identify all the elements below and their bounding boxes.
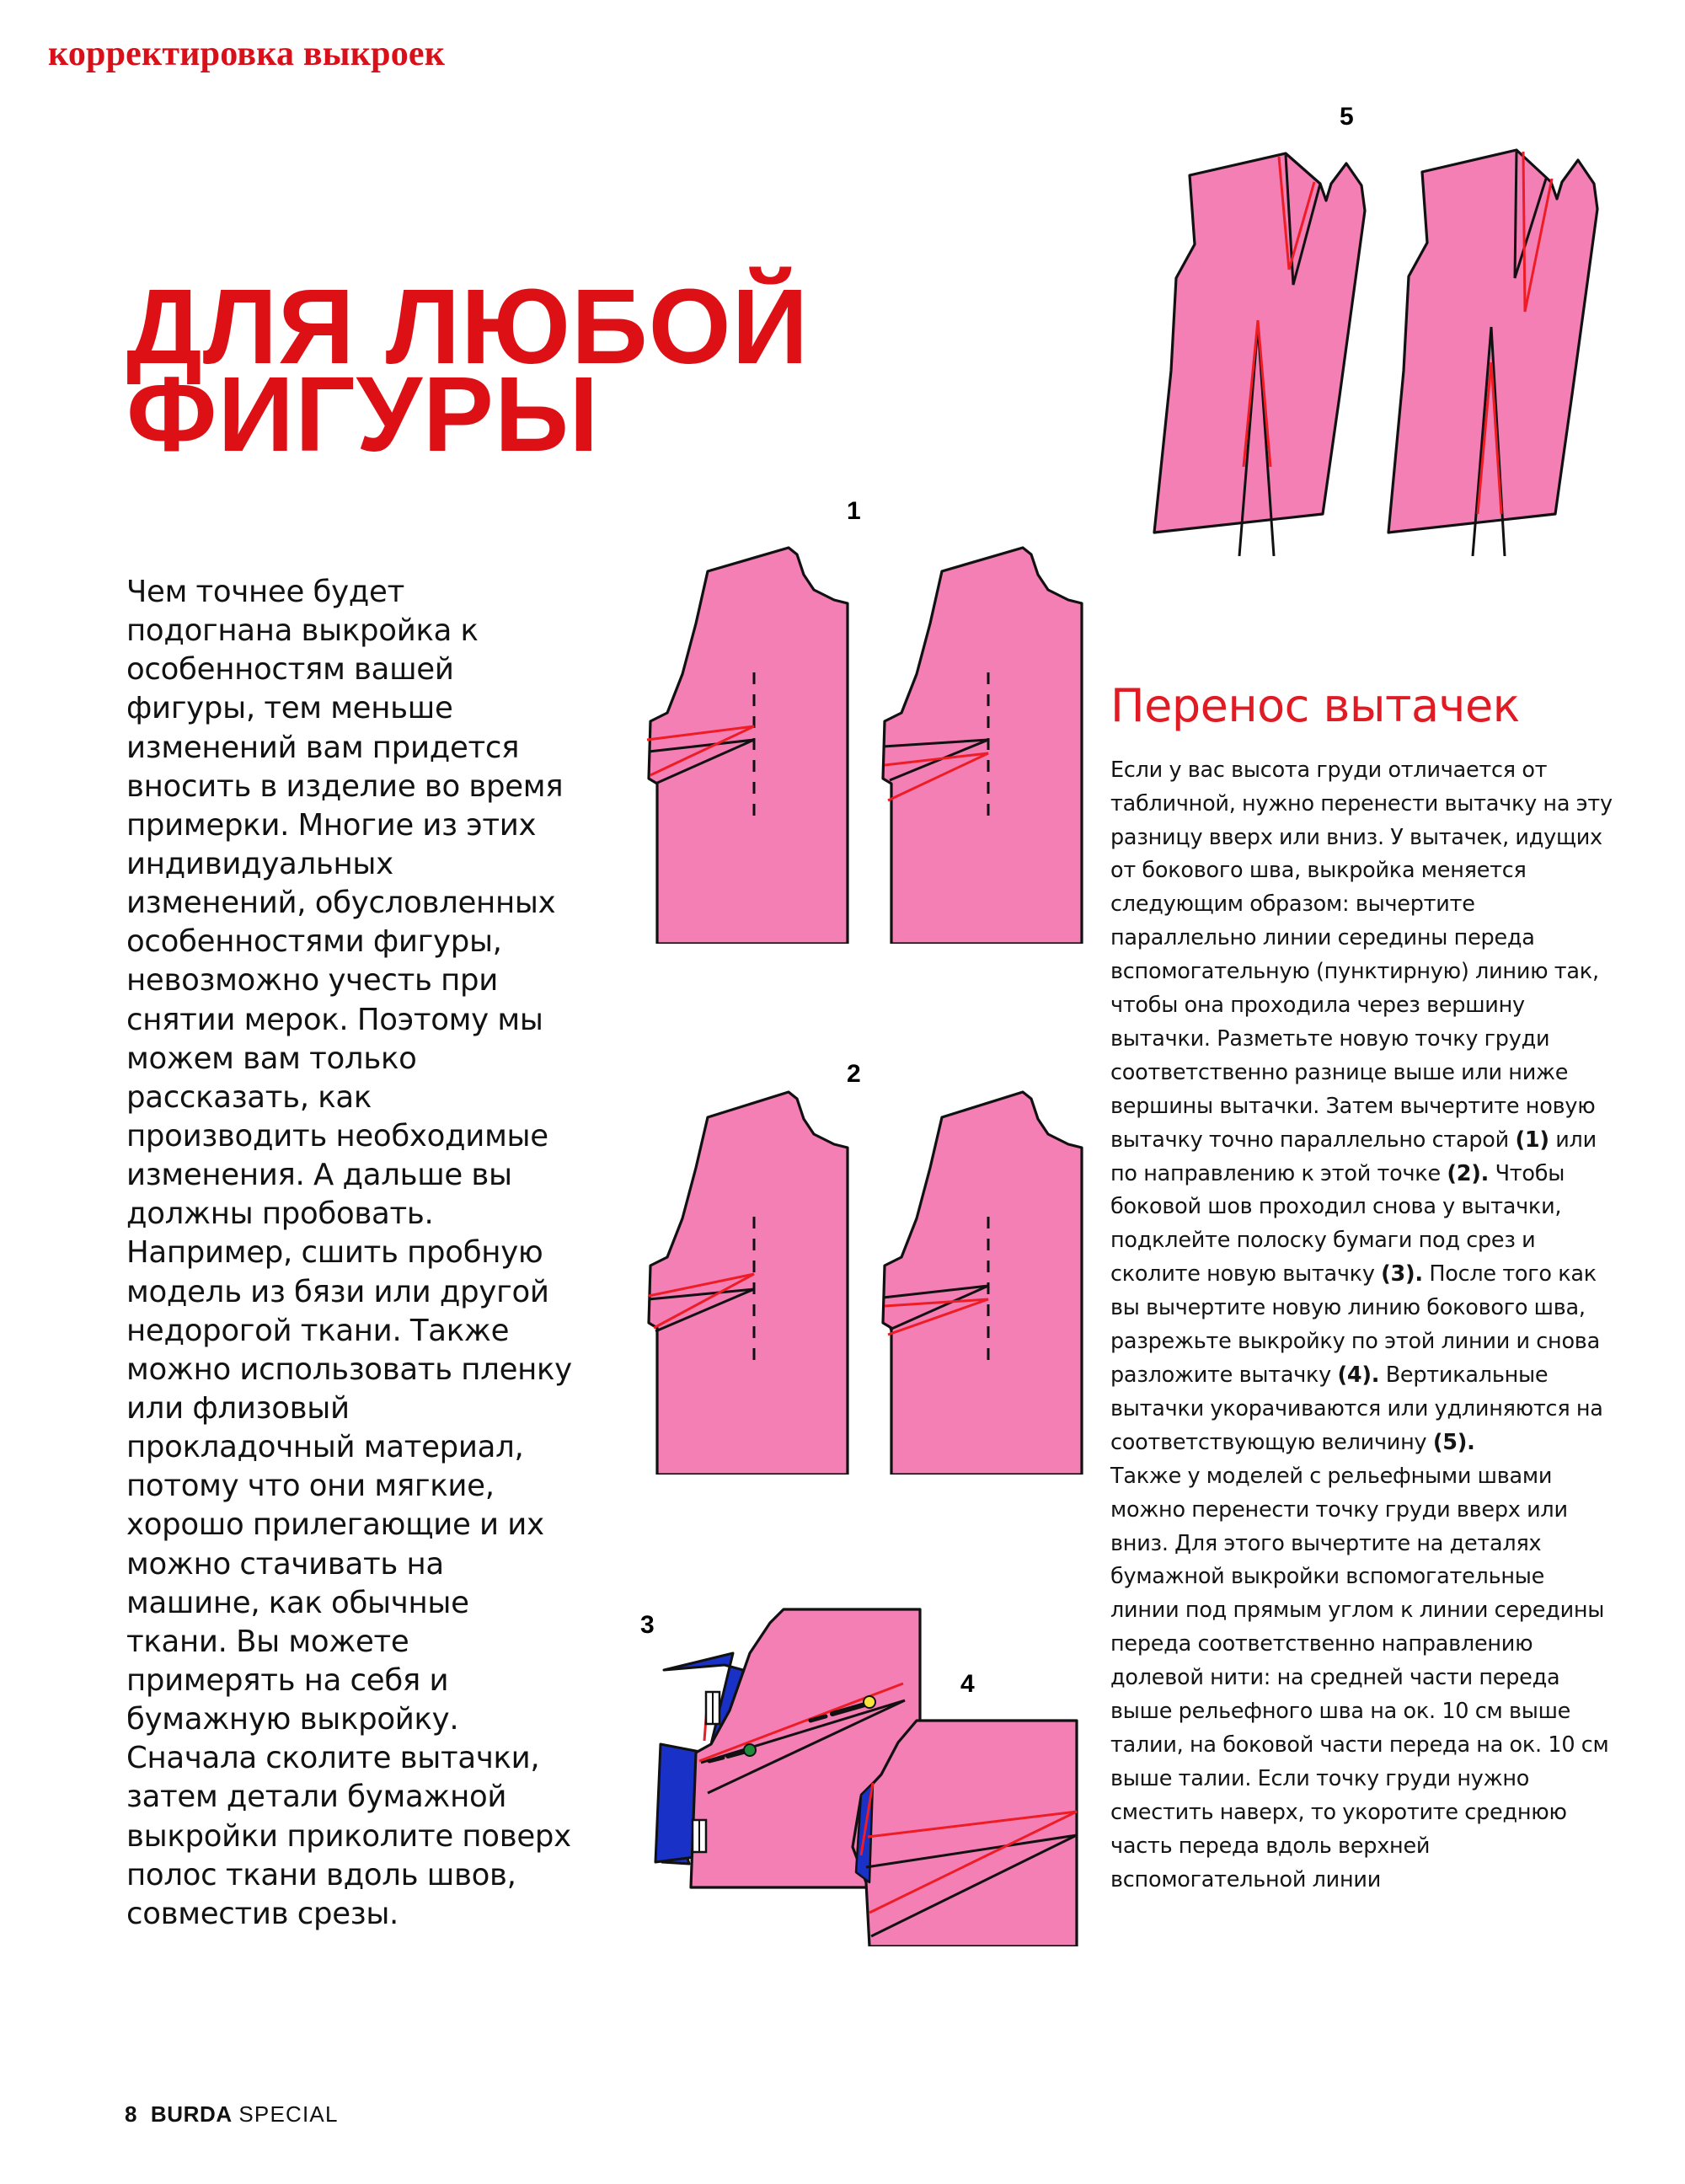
para1-segment-e: Вертикальные вытачки укорачиваются или удлиняются на соответствующую величину bbox=[1110, 1362, 1603, 1455]
bodice-right bbox=[883, 1092, 1082, 1475]
page-title-line-1: ДЛЯ ЛЮБОЙ bbox=[126, 267, 810, 387]
running-head-kicker: корректировка выкроек bbox=[48, 35, 446, 73]
figure-2-label: 2 bbox=[847, 1060, 861, 1088]
figure-ref-5: (5). bbox=[1432, 1429, 1475, 1455]
right-column bbox=[1110, 679, 1616, 1898]
figure-ref-1: (1) bbox=[1515, 1127, 1549, 1153]
dart-transfer-paragraph-1 bbox=[1110, 754, 1616, 1460]
page-title bbox=[126, 267, 1036, 474]
figures-3-4-illustration bbox=[623, 1542, 1112, 1946]
figure-ref-3: (3). bbox=[1381, 1261, 1423, 1287]
page-footer bbox=[125, 2101, 339, 2128]
dart-transfer-paragraph-2: Также у моделей с рельефными швами можно перенести точку груди вверх или вниз. Для этого вычертите на деталях бумажной выкройки вспомогательные линии под прямым углом к линии середины переда соответственно направлению долевой нити: на средней части переда выше рельефного шва на ок. 10 см выше талии, на боковой части переда на ок. 10 см выше талии. Если точку груди нужно сместить наверх, то укоротите среднюю часть переда вдоль верхней вспомогательной линии bbox=[1110, 1463, 1609, 1892]
brand-name: BURDA bbox=[150, 2101, 233, 2127]
figure-5-vertical-darts bbox=[1121, 103, 1677, 556]
figure-4-label: 4 bbox=[960, 1670, 975, 1698]
bodice-left bbox=[649, 1092, 848, 1475]
para1-segment-c: Чтобы боковой шов проходил снова у вытачки, подклейте полоску бумаги под срез и сколите новую вытачку bbox=[1110, 1160, 1565, 1287]
figure-2-directed-dart bbox=[623, 1036, 1104, 1475]
para1-segment-d: После того как вы вычертите новую линию бокового шва, разрежьте выкройку по этой линии и снова разложите вытачку bbox=[1110, 1261, 1600, 1388]
figure-ref-2: (2). bbox=[1447, 1160, 1490, 1186]
dart-transfer-body-text bbox=[1110, 754, 1616, 1898]
figure-3-and-4-group bbox=[623, 1542, 1112, 1946]
intro-body-text: Чем точнее будет подогнана выкройка к особенностям вашей фигуры, тем меньше изменений вам придется вносить в изделие во время примерки. Многие из этих индивидуальных изменений, обусловленных особенностями фигуры, невозможно учесть при снятии мерок. Поэтому мы можем вам только рассказать, как производить необходимые изменения. А дальше вы должны пробовать. Например, сшить пробную модель из бязи или другой недорогой ткани. Также можно использовать пленку или флизовый прокладочный материал, потому что они мягкие, хорошо прилегающие и их можно стачивать на машине, как обычные ткани. Вы можете примерять на себя и бумажную выкройку. Сначала сколите вытачки, затем детали бумажной выкройки приколите поверх полос ткани вдоль швов, совместив срезы. bbox=[126, 575, 572, 1931]
figure-ref-4: (4). bbox=[1337, 1362, 1380, 1388]
figure-5-illustration bbox=[1121, 118, 1677, 556]
pin-vertical-bottom bbox=[693, 1820, 706, 1852]
page-title-line-2: ФИГУРЫ bbox=[126, 354, 600, 474]
bodice-left bbox=[649, 548, 848, 944]
figure-2-illustration bbox=[623, 1036, 1104, 1475]
edition-name: SPECIAL bbox=[238, 2101, 339, 2127]
figure-1-illustration bbox=[623, 497, 1104, 944]
pin-vertical-top bbox=[706, 1692, 719, 1724]
para1-segment-b: или по направлению к этой точке bbox=[1110, 1127, 1597, 1186]
figure-1-parallel-dart bbox=[623, 497, 1104, 935]
figure-1-label: 1 bbox=[847, 497, 861, 525]
figure-5-label: 5 bbox=[1340, 103, 1354, 131]
para1-segment-a: Если у вас высота груди отличается от табличной, нужно перенести вытачку на эту разницу вверх или вниз. У вытачек, идущих от бокового шва, выкройка меняется следующим образом: вычертите параллельно линии середины переда вспомогательную (пунктирную) линию так, чтобы она проходила через вершину вытачки. Разметьте новую точку груди соответственно разнице выше или ниже вершины вытачки. Затем вычертите новую вытачку точно параллельно старой bbox=[1110, 757, 1613, 1153]
page-number: 8 bbox=[125, 2101, 137, 2127]
figure-3-label: 3 bbox=[640, 1611, 655, 1639]
section-heading-dart-transfer: Перенос вытачек bbox=[1110, 679, 1520, 732]
